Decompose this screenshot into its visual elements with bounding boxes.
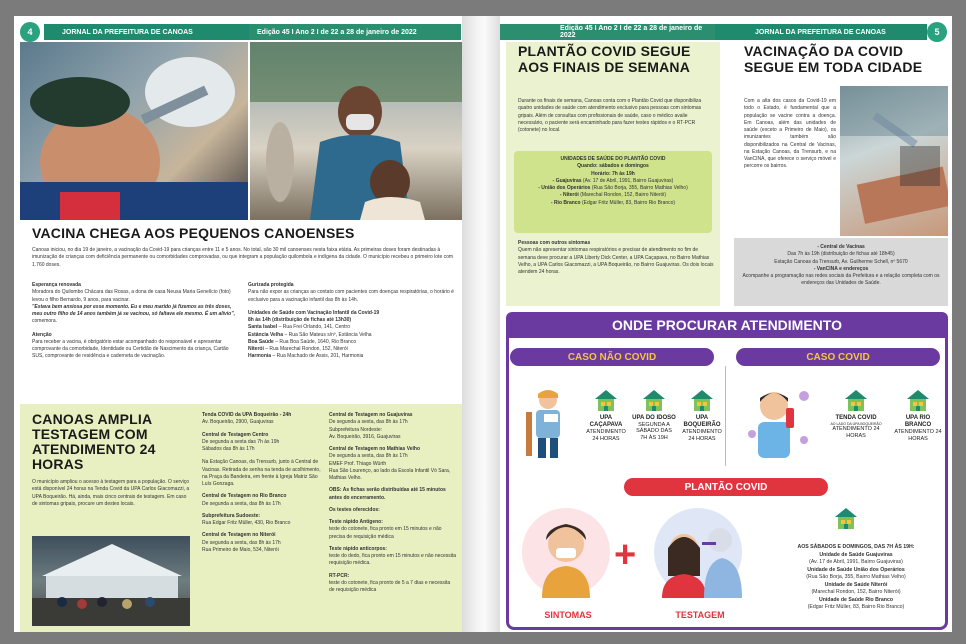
plantao-units-list	[514, 178, 712, 207]
testing-entry-line: De segunda a sexta das 7h às 19h	[202, 438, 280, 445]
weekend-unit-name: Unidade de Saúde Rio Branco	[818, 596, 894, 603]
column-2	[248, 282, 456, 361]
header-title: JORNAL DA PREFEITURA DE CANOAS	[715, 24, 927, 40]
plantao-unit-address: (Rua São Borja, 355, Bairro Mathias Velho)	[590, 185, 688, 191]
testing-entry	[202, 412, 327, 427]
testing-column-2	[202, 412, 327, 559]
plantao-unit-address: (Av. 17 de Abril, 1991, Bairro Guajuviras)	[581, 177, 674, 184]
plantao-unit-name: - Rio Branco	[550, 199, 581, 206]
column-1	[32, 282, 240, 361]
photo-child-vaccination	[20, 42, 248, 220]
central-vacinas-label: - Central de Vacinas	[817, 244, 865, 250]
unit-item	[248, 332, 456, 339]
paragraph: Para não expor as crianças ao contato com pacientes com doenças respiratórias, o horário é exclusivo para a vacinação infantil das 8h às 14h.	[248, 289, 454, 303]
plantao-hours: Horário: 7h às 19h	[591, 170, 635, 177]
unit-card	[830, 388, 882, 442]
testing-entry-title: Central de Testagem no Mathias Velho	[329, 446, 421, 452]
testing-entry	[329, 412, 457, 441]
plantao-unit	[514, 192, 712, 199]
unit-name: Boa Saúde	[248, 338, 274, 345]
testing-entry-line: Rua Primeiro de Maio, 534, Niterói	[202, 546, 279, 553]
non-covid-units	[584, 388, 724, 442]
plantao-unit-name: - Guajuviras	[552, 177, 582, 184]
testing-entry-line: Rua Edgar Fritz Müller, 430, Rio Branco	[202, 520, 291, 526]
vancina-label: - VanCINA e endereços	[813, 265, 869, 272]
plantao-unit	[514, 200, 712, 207]
vacinacao-text: Com a alta dos casos da Covid-19 em todo o Estado, é fundamental que a população se vacine contra a doença. Em Canoas, além das unidades de saúde (exceto a Primeiro de Maio), os imunizantes também são disponibilizados na Central de Vacinas, na Estação Canoas, da Trensurb, e na VanCINA, que oferece o serviço móvel e percorre os bairros.	[744, 98, 836, 170]
testing-entry	[202, 493, 327, 508]
tab-covid: CASO COVID	[736, 348, 940, 366]
other-symptoms-text: Quem não apresentar sintomas respiratórios e precisar de atendimento no fim de semana deve procurar a UPA Liberty Dick Center, a UPA Caçapava, no Bairro Mathias Velho, a UPA Carlos Giacomazzi, a UPA Boqueirão, no Bairro Guajuviras. Os dois locais atendem 24 horas.	[518, 247, 714, 275]
unit-address: – Rua São Mateus s/nº, Estância Velha	[283, 331, 372, 338]
quote-end: comemora.	[32, 318, 58, 325]
unidades-hours: 8h às 14h (distribuição de fichas até 13h30)	[248, 317, 352, 323]
plantao-intro: Durante os finais de semana, Canoas conta com o Plantão Covid que disponibiliza quatro unidades de saúde com atendimento exclusivo para pessoas com sintomas gripais. Além de consultas com profissionais de saúde, caso o médico avalie necessário, o paciente será encaminhado para fazer testes rápidos e o RT-PCR (cotonete) no local.	[518, 98, 702, 133]
testing-entry-line: De segunda a sexta, das 8h às 17h	[329, 419, 408, 426]
testing-entry-title: Central de Testagem Centro	[202, 431, 269, 438]
plantao-unit	[514, 185, 712, 192]
weekend-list	[764, 552, 948, 612]
testing-intro: O município ampliou o acesso à testagem para a população. O serviço está disponível 24 horas na Tenda Covid da UPA Carlos Giacomazzi, a UPA Boqueirão. Há, ainda, mais cinco centrais de testagem. Em caso de sintomas gripais, procure um destes locais.	[32, 479, 190, 507]
unit-card-info: ATENDIMENTO 24 HORAS	[682, 428, 722, 442]
unit-card	[892, 388, 944, 442]
unit-card-info: ATENDIMENTO 24 HORAS	[832, 425, 880, 439]
other-symptoms	[518, 240, 714, 276]
testing-entry	[329, 487, 457, 502]
weekend-unit-address: (Av. 17 de Abril, 1991, Bairro Guajuviras)	[809, 559, 903, 566]
testing-entry-line: teste do cotonete, fica pronto em 15 minutos e não precisa de requisição médica	[329, 526, 442, 540]
testing-headline: CANOAS AMPLIA TESTAGEM COM ATENDIMENTO 24 HORAS	[32, 411, 156, 473]
plantao-unit-name: - Niterói	[559, 192, 579, 199]
unidades-list	[248, 324, 456, 360]
testagem-label: TESTAGEM	[675, 610, 725, 620]
weekend-unit-name: Unidade de Saúde Guajuviras	[819, 551, 893, 558]
testing-entry-title: RT-PCR:	[329, 572, 350, 579]
testing-entry-title: Central de Testagem no Guajuviras	[329, 412, 413, 418]
unit-card-name: UPA BOQUEIRÃO	[683, 414, 721, 428]
tab-nao-covid: CASO NÃO COVID	[510, 348, 714, 366]
house-icon	[892, 388, 944, 415]
testing-entry-line: Av. Boqueirão, 3916, Guajuviras	[329, 433, 401, 440]
testing-entry-title: OBS: As fichas serão distribuídas até 15 minutos antes do encerramento.	[329, 487, 446, 501]
unit-address: – Rua Machado de Assis, 201, Harmonia	[271, 353, 364, 360]
unit-card-name: UPA DO IDOSO	[632, 414, 676, 421]
other-symptoms-heading: Pessoas com outros sintomas	[518, 240, 591, 246]
testing-entry-title: Teste rápido Antígeno:	[329, 519, 383, 525]
vancina-text: Acompanhe a programação nas redes sociais da Prefeitura e a relação completa com os endereços das Unidades de Saúde.	[742, 273, 940, 287]
plus-icon: +	[614, 534, 637, 576]
plantao-unit-address: (Edgar Fritz Müller, 83, Bairro Rio Branco)	[580, 199, 676, 206]
unit-card-name: UPA CAÇAPAVA	[589, 414, 623, 428]
testing-entry	[329, 446, 457, 482]
testing-entry-line: De segunda a sexta, das 8h às 17h	[202, 539, 281, 546]
weekend-unit-address: (Edgar Fritz Müller, 83, Bairro Rio Branco)	[807, 604, 905, 611]
subheading-gurizada: Gurizada protegida	[248, 282, 294, 288]
testing-entry	[329, 573, 457, 595]
unit-name: Niterói	[248, 346, 264, 352]
testing-entry	[329, 507, 457, 514]
subheading-unidades: Unidades de Saúde com Vacinação Infantil da Covid-19	[248, 309, 380, 316]
unit-card-sub: AO LADO DA UPA BOQUEIRÃO	[830, 421, 882, 426]
unit-name: Santa Isabel	[248, 324, 278, 331]
plantao-when: Quando: sábados e domingos	[577, 163, 649, 170]
testing-illustration	[648, 506, 748, 603]
testing-entry-line: Rua São Lourenço, ao lado da Escola Infantil Vó Sara, Mathias Velho.	[329, 467, 451, 481]
intro-text: Canoas iniciou, no dia 19 de janeiro, a vacinação da Covid-19 para crianças entre 11 e 5 anos. No total, são 30 mil canoenses nesta faixa etária. As primeiras doses foram destinadas à imunização de crianças com deficiência permanente ou comorbidades comprovadas, ou que integram a população quilombola e indígena da cidade. O município recebeu o primeiro lote com 1.760 doses.	[32, 247, 454, 268]
subheading-atencao: Atenção	[32, 331, 52, 338]
symptoms-illustration	[520, 506, 612, 603]
testing-entry-title: Subprefeitura Sudoeste:	[202, 512, 261, 519]
edition-info: Edição 45 I Ano 2 I de 22 a 28 de janeiro de 2022	[249, 24, 461, 40]
left-page	[14, 16, 462, 632]
subheading-esperanca: Esperança renovada	[32, 282, 81, 288]
weekend-unit-name: Unidade de Saúde Niterói	[824, 581, 888, 588]
quote: "Estava bem ansiosa por esse momento. Eu e meu marido já fizemos as três doses, meu outro filho de 14 anos também já se vacinou, só faltava ele mesmo. É um alívio",	[32, 303, 235, 317]
spine	[462, 16, 500, 632]
house-icon-weekend	[834, 506, 858, 535]
unit-card-info: ATENDIMENTO 24 HORAS	[586, 428, 626, 442]
weekend-unit-name: Unidade de Saúde União dos Operários	[807, 566, 905, 573]
unit-card-info: ATENDIMENTO 24 HORAS	[894, 428, 942, 442]
unit-card-name: TENDA COVID	[835, 414, 877, 421]
testing-entry-title: Teste rápido anticorpos:	[329, 545, 387, 552]
plantao-unit-name: - União dos Operários	[538, 185, 591, 191]
header-title: JORNAL DA PREFEITURA DE CANOAS	[44, 24, 249, 40]
house-icon	[680, 388, 724, 415]
unit-card	[632, 388, 676, 442]
central-vacinas-address: Estação Canoas da Trensurb, Av. Guilherme Schell, nº 5670	[774, 258, 908, 265]
photo-testing-tent	[32, 536, 190, 626]
central-vacinas-hours: Das 7h às 19h (distribuição de fichas até 18h45)	[787, 251, 895, 258]
testing-entry-line: Subprefeitura Nordeste:	[329, 426, 383, 433]
weekend-units	[764, 544, 948, 612]
paragraph: Moradora do Quilombo Chácara das Rosas, a dona de casa Neusa Maria Genelício (foto) levou o filho Bernardo, 9 anos, para vacinar.	[32, 289, 231, 303]
edition-info: Edição 45 I Ano 2 I de 22 a 28 de janeiro de 2022	[500, 24, 715, 40]
unit-name: Estância Velha	[248, 331, 284, 338]
weekend-title: AOS SÁBADOS E DOMINGOS, DAS 7H ÀS 19H:	[797, 544, 915, 550]
paragraph: Para receber a vacina, é obrigatório estar acompanhado do responsável e apresentar comprovante da comorbidade, Identidade ou Certidão de Nascimento da criança, Cartão SUS, comprovante de residência e caderneta de vacinação.	[32, 338, 229, 360]
photo-vaccination-arm	[840, 86, 948, 236]
unit-card-name: UPA RIO BRANCO	[904, 414, 932, 428]
unit-card	[680, 388, 724, 442]
testing-column-3	[329, 412, 457, 599]
testing-entry-line: De segunda a sexta, das 8h às 17h	[202, 500, 281, 507]
testing-entry	[329, 519, 457, 541]
unit-item	[248, 339, 456, 346]
plantao-unit-address: (Marechal Rondon, 152, Bairro Niterói)	[578, 192, 667, 199]
house-icon	[584, 388, 628, 415]
testing-entry	[329, 546, 457, 568]
injured-person-icon	[524, 388, 572, 465]
plantao-headline: PLANTÃO COVID SEGUE AOS FINAIS DE SEMANA	[518, 43, 691, 75]
weekend-unit-address: (Rua São Borja, 355, Bairro Mathias Velho)	[806, 574, 906, 581]
testing-entry	[202, 513, 327, 528]
testing-entry-line: Sábados das 8h às 17h	[202, 446, 255, 452]
sintomas-label: SINTOMAS	[544, 610, 592, 620]
house-icon	[830, 388, 882, 415]
plantao-units-title: UNIDADES DE SAÚDE DO PLANTÃO COVID	[560, 156, 666, 162]
unit-address: – Rua Marechal Rondon, 152, Niterói	[263, 346, 348, 352]
testing-entry-line: Av. Boqueirão, 2900, Guajuviras	[202, 419, 274, 426]
testing-entry-line: teste do dedo, fica pronto em 15 minutos e não necessita requisição médica.	[329, 553, 457, 567]
vacinas-box-content	[738, 244, 944, 288]
unit-name: Harmonia	[248, 353, 272, 360]
unit-item	[248, 346, 456, 353]
house-icon	[632, 388, 676, 415]
vacinacao-headline: VACINAÇÃO DA COVID SEGUE EM TODA CIDADE	[744, 43, 923, 75]
divider	[725, 366, 726, 466]
covid-units	[830, 388, 944, 442]
photo-mother-and-son	[250, 42, 462, 220]
testing-entry-line: Na Estação Canoas, da Trensurb, junto à Central de Vacinas. Retirada de senha na tenda de acolhimento, na Praça da Bandeira, em frente à Igreja Matriz São Luís Gonzaga.	[202, 459, 321, 487]
weekend-unit-address: (Marechal Rondon, 152, Bairro Niterói)	[811, 589, 901, 596]
testing-entry-title: Tenda COVID da UPA Boqueirão - 24h	[202, 412, 292, 418]
unit-item	[248, 324, 456, 331]
plantao-covid-title: PLANTÃO COVID	[624, 478, 828, 496]
unit-address: – Rua Frei Orlando, 141, Centro	[277, 324, 351, 331]
testing-entry-title: Central de Testagem no Niterói	[202, 532, 276, 539]
headline: VACINA CHEGA AOS PEQUENOS CANOENSES	[32, 225, 355, 241]
page-number: 4	[20, 22, 40, 42]
banner: ONDE PROCURAR ATENDIMENTO	[506, 312, 948, 338]
testing-entry-title: Os testes oferecidos:	[329, 506, 380, 513]
testing-entry	[202, 432, 327, 489]
plantao-units-content	[514, 156, 712, 207]
unit-address: – Rua Boa Saúde, 1640, Rio Branco	[273, 338, 357, 345]
unit-card	[584, 388, 628, 442]
page-number: 5	[927, 22, 947, 42]
testing-entry-title: Central de Testagem no Rio Branco	[202, 493, 287, 500]
right-page	[500, 16, 952, 632]
unit-card-info: SEGUNDA A SÁBADO DAS 7H ÀS 19H	[636, 421, 672, 441]
testing-entry-line: De segunda a sexta, das 8h às 17h	[329, 453, 408, 460]
testing-entry-line: EMEF Prof. Thiago Würth	[329, 460, 387, 467]
testing-entry-line: teste do cotonete, fica pronto de 5 a 7 dias e necessita de requisição médica	[329, 579, 451, 593]
unit-item	[248, 353, 456, 360]
plantao-unit	[514, 178, 712, 185]
sick-person-icon	[744, 384, 814, 465]
testing-entry	[202, 532, 327, 554]
